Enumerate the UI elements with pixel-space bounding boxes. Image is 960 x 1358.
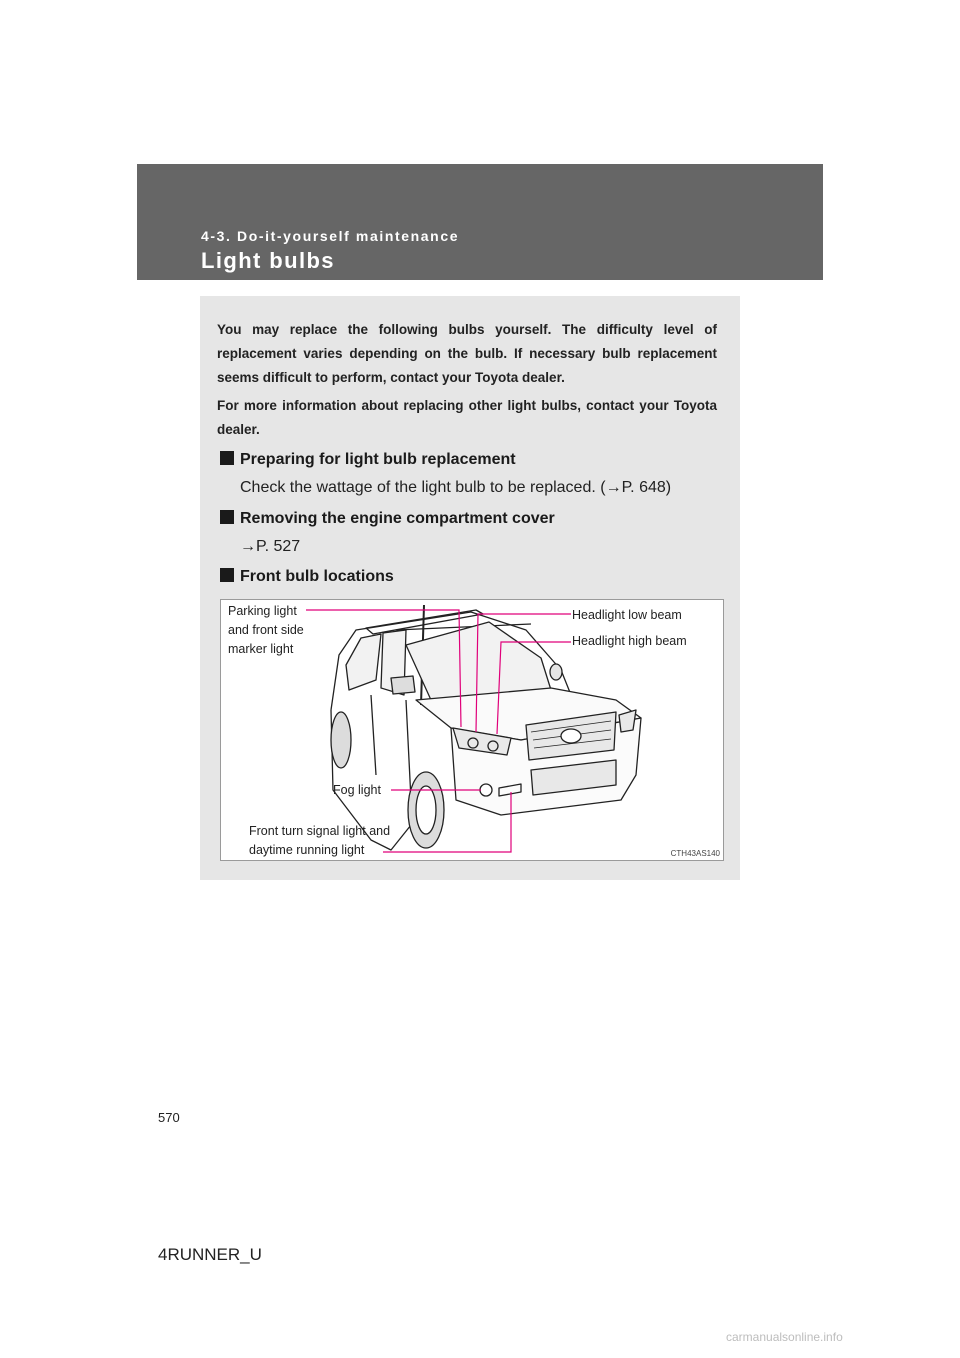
content-box [200,296,740,880]
section-label: 4-3. Do-it-yourself maintenance [201,228,460,244]
header-band [137,164,823,280]
watermark: carmanualsonline.info [726,1330,843,1344]
body-removing-cover: →P. 527 [240,538,301,555]
label-fog-light: Fog light [333,783,381,797]
vehicle-figure [220,599,724,861]
figure-code: CTH43AS140 [670,849,720,858]
page-title: Light bulbs [201,248,335,273]
label-parking-light: Parking light and front side marker light [228,604,304,656]
label-turn-signal: Front turn signal light and daytime running light [249,824,391,857]
bullet-square-icon [220,568,234,582]
page-number: 570 [158,1110,180,1125]
heading-front-bulbs: Front bulb locations [220,568,394,586]
heading-preparing: Preparing for light bulb replacement [220,451,516,469]
intro-paragraph-2: For more information about replacing other light bulbs, contact your Toyota dealer. [217,398,717,437]
bullet-square-icon [220,451,234,465]
label-headlight-high-beam: Headlight high beam [572,634,687,648]
intro-paragraph: You may replace the following bulbs yourself. The difficulty level of replacement varies depending on the bulb. If necessary bulb replacement seems difficult to perform, contact your Toyota dealer. [217,322,717,385]
heading-removing-cover: Removing the engine compartment cover [220,510,555,528]
footer-model: 4RUNNER_U [158,1245,262,1264]
bullet-square-icon [220,510,234,524]
body-preparing: Check the wattage of the light bulb to be replaced. (→P. 648) [240,479,672,496]
label-headlight-low-beam: Headlight low beam [572,608,682,622]
